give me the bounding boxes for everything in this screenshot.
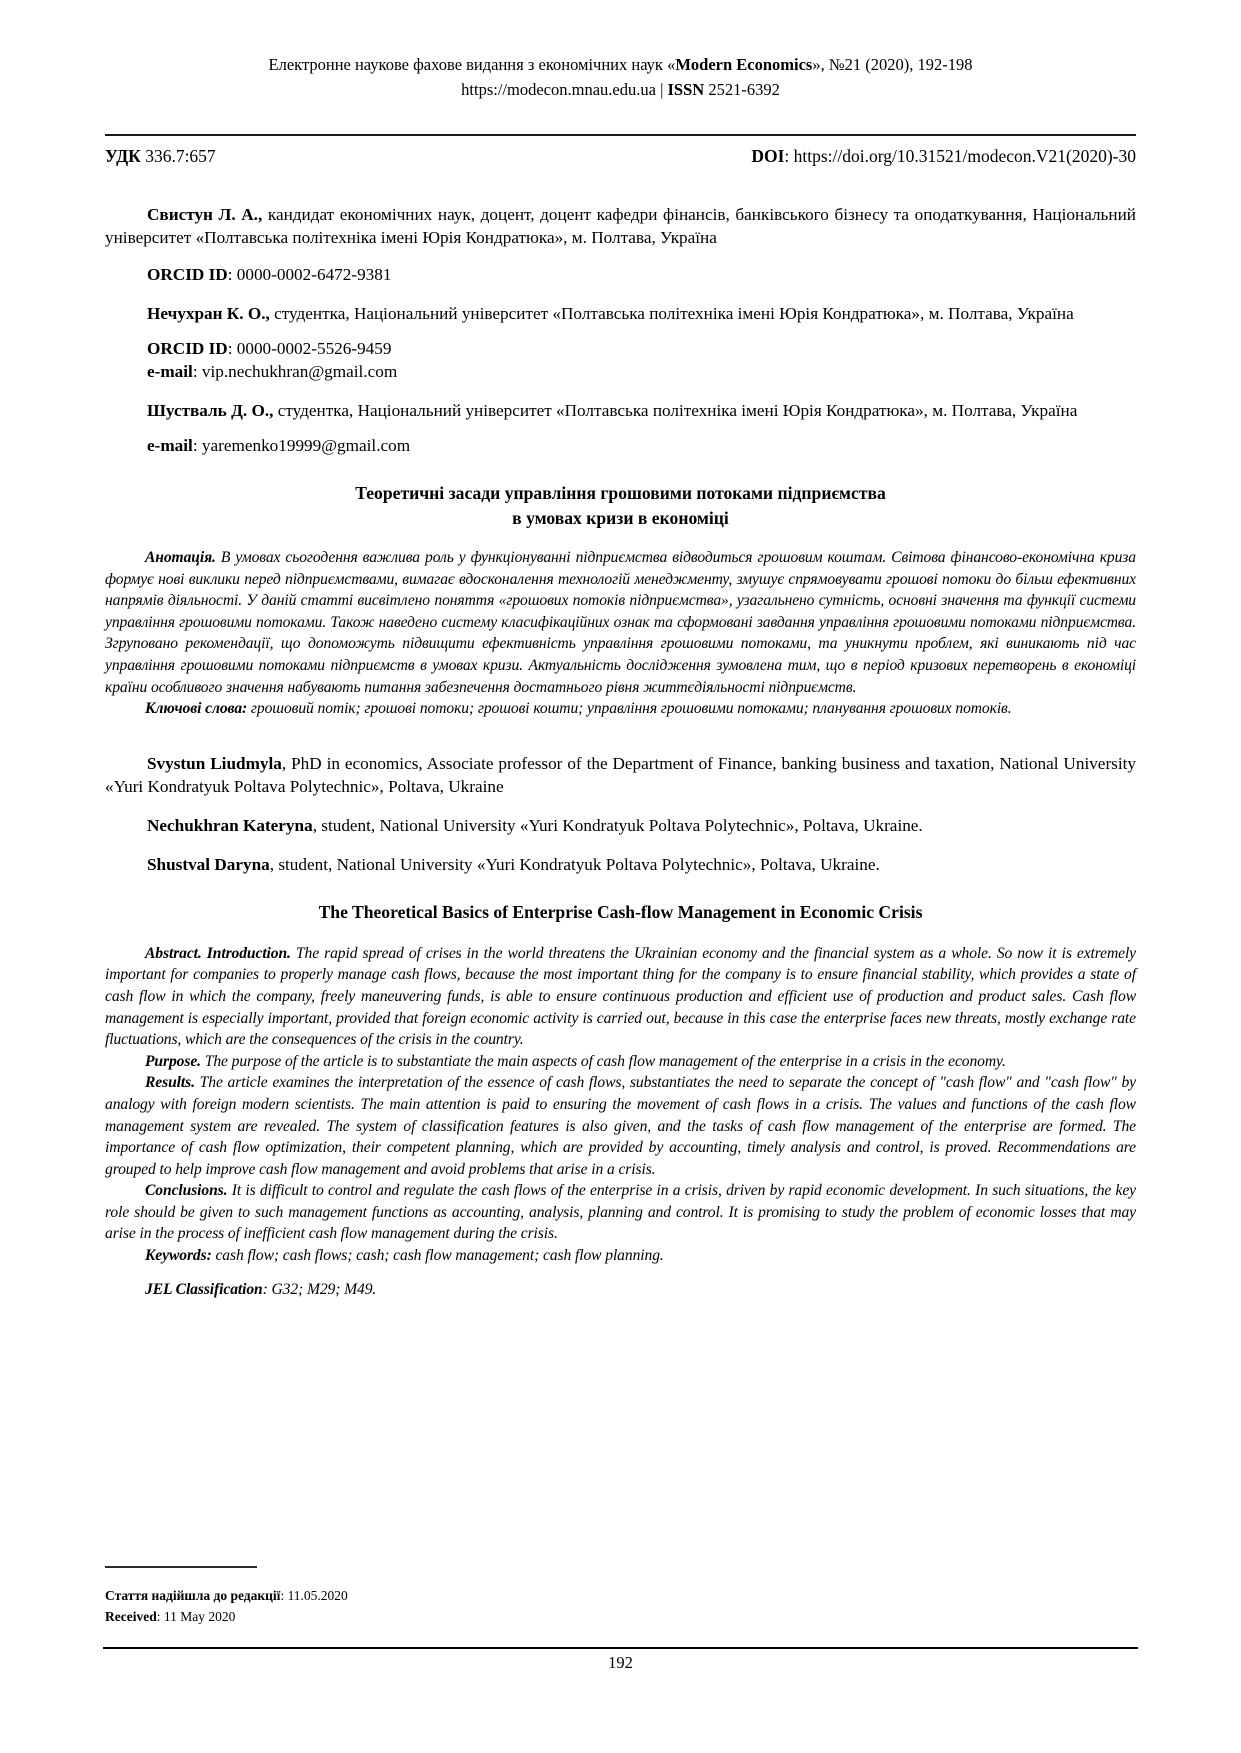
author-uk-1 <box>105 203 1136 249</box>
udc <box>105 145 216 167</box>
issn-label: ISSN <box>667 80 705 99</box>
email-label: e-mail <box>147 436 193 455</box>
author-en-2-name: Nechukhran Kateryna <box>147 815 313 835</box>
abstract-en-results-text: The article examines the interpretation of the essence of cash flows, substantiates the need to separate the concept of "cash flow" and "cash flow" by analogy with foreign modern scientists. The main attention is paid to ensuring the movement of cash flows in a crisis. The values and functions of the cash flow management system are revealed. The system of classification features is also given, and the tasks of cash flow management of the enterprise are formed. The importance of cash flow optimization, their competent planning, which are provided by accounting, timely analysis and control, is proved. Recommendations are grouped to help improve cash flow management and avoid problems that arise in a crisis. <box>105 1074 1136 1178</box>
udc-label: УДК <box>105 146 141 166</box>
received-en-label: Received <box>105 1609 157 1624</box>
author-uk-1-orcid <box>105 263 1136 286</box>
abstract-en <box>105 943 1136 1301</box>
jel-classification <box>105 1279 1136 1301</box>
footer-divider <box>103 1647 1138 1649</box>
doi-value: : https://doi.org/10.31521/modecon.V21(2020)-30 <box>784 146 1136 166</box>
header-separator: | <box>655 80 668 99</box>
footnote-divider <box>105 1566 257 1568</box>
author-uk-3 <box>105 399 1136 422</box>
author-en-1-details: , PhD in economics, Associate professor of the Department of Finance, banking business and taxation, National University «Yuri Kondratyuk Poltava Polytechnic», Poltava, Ukraine <box>105 753 1136 796</box>
received-en-line <box>105 1606 1136 1627</box>
abstract-uk-text: В умовах сьогодення важлива роль у функціонуванні підприємства відводиться грошовим коштам. Світова фінансово-економічна криза формує нові виклики перед підприємствами, вимагає вдосконалення технологій менеджменту, змушує спрямовувати грошові потоки до більш ефективних напрямів діяльності. У даній статті висвітлено поняття «грошових потоків підприємства», узагальнено сутність, основні значення та функції системи управління грошовими потоками. Також наведено систему класифікаційних ознак та сформовані завдання управління грошовими потоками підприємства. Згруповано рекомендації, що допоможуть підвищити ефективність управління грошовими потоками, та уникнути проблем, які виникають під час управління грошовими потоками підприємств в умовах кризи. Актуальність дослідження зумовлена тим, що в період кризових перетворень в економіці країни особливого значення набувають питання забезпечення достатнього рівня життєдіяльності підприємств. <box>105 549 1136 696</box>
received-dates <box>105 1585 1136 1627</box>
orcid-value: : 0000-0002-6472-9381 <box>227 265 392 284</box>
abstract-en-introduction-text: The rapid spread of crises in the world threatens the Ukrainian economy and the financial system as a whole. So now it is extremely important for companies to properly manage cash flows, because the most important thing for the company is to ensure financial stability, which provides a state of cash flow in which the company, freely maneuvering funds, is able to ensure continuous production and efficient use of production and product sales. Cash flow management is especially important, provided that foreign economic activity is carried out, because in this case the enterprise faces new threats, mostly exchange rate fluctuations, which are the consequences of the crisis in the country. <box>105 944 1136 1049</box>
received-en-value: : 11 May 2020 <box>156 1609 236 1624</box>
abstract-uk <box>105 547 1136 698</box>
article-title-uk-line1: Теоретичні засади управління грошовими потоками підприємства <box>355 483 886 503</box>
author-uk-2-email <box>105 360 1136 383</box>
received-uk-line <box>105 1585 1136 1606</box>
abstract-en-conclusions-label: Conclusions. <box>145 1182 228 1200</box>
orcid-label: ORCID ID <box>147 339 228 358</box>
journal-issue-suffix: », №21 (2020), 192-198 <box>812 55 973 74</box>
keywords-en <box>105 1245 1136 1267</box>
author-uk-2-contacts <box>105 337 1136 383</box>
journal-header-line1 <box>105 52 1136 77</box>
orcid-label: ORCID ID <box>147 265 228 284</box>
author-en-3-name: Shustval Daryna <box>147 854 270 874</box>
abstract-en-purpose-label: Purpose. <box>145 1052 201 1070</box>
received-uk-label: Стаття надійшла до редакції <box>105 1588 281 1603</box>
abstract-en-results-label: Results. <box>145 1074 195 1092</box>
author-uk-2-orcid <box>105 337 1136 360</box>
abstract-en-purpose <box>105 1051 1136 1073</box>
udc-value: 336.7:657 <box>140 146 216 166</box>
orcid-value: : 0000-0002-5526-9459 <box>227 339 392 358</box>
doi <box>751 145 1136 167</box>
jel-value: : G32; M29; M49. <box>262 1280 377 1298</box>
author-uk-3-email <box>105 434 1136 457</box>
abstract-uk-label: Анотація. <box>145 549 216 566</box>
email-value: : yaremenko19999@gmail.com <box>192 436 411 455</box>
footnote-block <box>105 1566 1136 1627</box>
abstract-en-purpose-text: The purpose of the article is to substantiate the main aspects of cash flow management of the enterprise in a crisis in the economy. <box>200 1052 1006 1070</box>
journal-header-line2 <box>105 77 1136 102</box>
author-uk-3-details: студентка, Національний університет «Полтавська політехніка імені Юрія Кондратюка», м. Полтава, Україна <box>273 401 1078 420</box>
abstract-en-conclusions <box>105 1180 1136 1245</box>
author-uk-1-details: кандидат економічних наук, доцент, доцент кафедри фінансів, банківського бізнесу та оподаткування, Національний університет «Полтавська політехніка імені Юрія Кондратюка», м. Полтава, Україна <box>105 205 1136 247</box>
journal-url: https://modecon.mnau.edu.ua <box>461 80 656 99</box>
keywords-en-label: Keywords: <box>145 1247 212 1265</box>
author-uk-2 <box>105 302 1136 325</box>
keywords-en-text: cash flow; cash flows; cash; cash flow management; cash flow planning. <box>211 1247 664 1265</box>
article-title-en: The Theoretical Basics of Enterprise Cash-flow Management in Economic Crisis <box>318 901 923 922</box>
journal-header <box>105 52 1136 102</box>
email-value: : vip.nechukhran@gmail.com <box>192 362 398 381</box>
received-uk-value: : 11.05.2020 <box>280 1588 348 1603</box>
author-uk-3-name: Шустваль Д. О., <box>147 401 274 420</box>
author-en-1-name: Svystun Liudmyla <box>147 753 282 773</box>
author-en-2-details: , student, National University «Yuri Kondratyuk Poltava Polytechnic», Poltava, Ukraine. <box>312 815 923 835</box>
header-divider <box>105 134 1136 136</box>
journal-name: Modern Economics <box>675 55 813 74</box>
author-en-3-details: , student, National University «Yuri Kondratyuk Poltava Polytechnic», Poltava, Ukraine. <box>269 854 880 874</box>
jel-label: JEL Classification <box>145 1280 263 1298</box>
email-label: e-mail <box>147 362 193 381</box>
author-uk-2-details: студентка, Національний університет «Полтавська політехніка імені Юрія Кондратюка», м. Полтава, Україна <box>269 304 1074 323</box>
keywords-uk-label: Ключові слова: <box>145 700 248 718</box>
issn-value: 2521-6392 <box>704 80 780 99</box>
abstract-en-introduction-label: Abstract. Introduction. <box>145 944 291 962</box>
keywords-uk-text: грошовий потік; грошові потоки; грошові кошти; управління грошовими потоками; планування грошових потоків. <box>247 700 1012 718</box>
journal-issue-prefix: Електронне наукове фахове видання з економічних наук « <box>268 55 676 74</box>
author-uk-1-name: Свистун Л. А., <box>147 205 263 224</box>
keywords-uk <box>105 698 1136 720</box>
abstract-en-conclusions-text: It is difficult to control and regulate the cash flows of the enterprise in a crisis, driven by rapid economic development. In such situations, the key role should be given to such management functions as accounting, analysis, planning and control. It is promising to study the problem of economic losses that may arise in the process of inefficient cash flow management during the crisis. <box>105 1182 1136 1243</box>
article-title-uk <box>105 481 1136 531</box>
author-en-3 <box>105 853 1136 876</box>
abstract-en-introduction <box>105 943 1136 1051</box>
author-en-1 <box>105 752 1136 798</box>
doi-label: DOI <box>751 146 785 166</box>
page-number: 192 <box>608 1653 633 1672</box>
meta-row <box>105 145 1136 167</box>
article-title-uk-line2: в умовах кризи в економіці <box>512 508 729 528</box>
abstract-en-results <box>105 1072 1136 1180</box>
author-uk-2-name: Нечухран К. О., <box>147 304 270 323</box>
author-en-2 <box>105 814 1136 837</box>
